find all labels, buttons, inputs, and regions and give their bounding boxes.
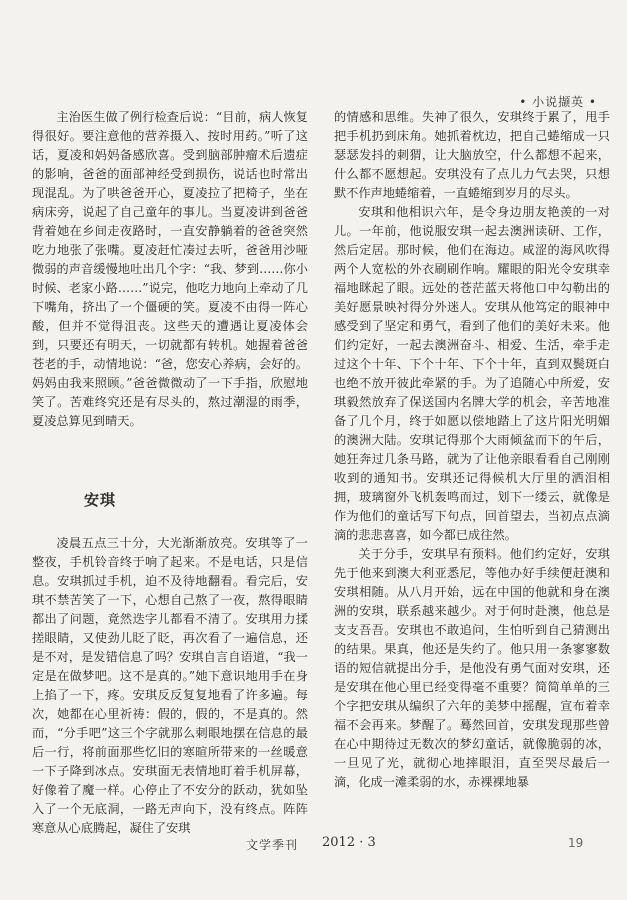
- paragraph: 关于分手，安琪早有预料。他们约定好，安琪先于他来到澳大利亚悉尼，等他办好手续便赶澳和安琪相随。从八月开始，远在中国的他就和身在澳洲的安琪，联系越来越少。对于何时赴澳，他总是支支吾吾。安琪也不敢追问，生怕听到自己猜测出的结果。果真，他还是失约了。他只用一条寥寥数语的短信就提出分手，是他没有勇气面对安琪，还是安琪在他心里已经变得毫不重要？简简单单的三个字把安琪从编织了六年的美梦中摇醒，宣布着幸福不会再来。梦醒了。蓦然回首，安琪发现那些曾在心中期待过无数次的梦幻童话，就像脆弱的冰，一旦见了光，就彻心地摔眼泪，直至哭尽最后一滴，化成一滩柔弱的水，赤裸裸地暴: [334, 547, 610, 789]
- page-footer: [0, 836, 627, 856]
- paragraph: 的情感和思维。失神了很久，安琪终于累了，甩手把手机扔到床角。她抓着枕边，把自己蜷缩成一只瑟瑟发抖的刺猬，让大脑放空，什么都想不起来，什么都不愿想起。安琪没有了点儿力气去哭，只想默不作声地蜷缩着，一直蜷缩到岁月的尽头。: [334, 110, 610, 200]
- left-column: [32, 108, 308, 838]
- column-tag: • 小说撷英 •: [519, 95, 597, 109]
- paragraph: 凌晨五点三十分，大光渐渐放亮。安琪等了一整夜，手机铃音终于响了起来。不是电话，只是信息。安琪抓过手机，迫不及待地翻看。看完后，安琪不禁苦笑了一下，心想自己熬了一夜，熬得眼睛都出了问题，竟然迭字儿都看不清了。安琪用力揉搓眼睛，又使劲儿眨了眨，再次看了一遍信息，还是不对，是发错信息了吗？安琪自言自语道，“我一定是在做梦吧。这不是真的。”她下意识地用手在身上掐了一下，疼。安琪反反复复地看了许多遍。每次，她都在心里祈祷：假的，假的，不是真的。然而，“分手吧”这三个字就那么刺眼地摆在信息的最后一行，将前面那些忆旧的寒暄所带来的一丝暖意一下子降到冰点。安琪面无表情地盯着手机屏幕，好像着了魔一样。心停止了不安分的跃动，犹如坠入了一个无底洞，一路无声向下，没有终点。阵阵寒意从心底腾起，凝住了安琪: [32, 536, 308, 835]
- section-title: 安琪: [84, 491, 117, 509]
- paragraph: 安琪和他相识六年，是令身边朋友艳羡的一对儿。一年前，他说服安琪一起去澳洲读研、工作，然后定居。那时候，他们在海边。咸涩的海风吹得两个人宽松的外衣刷刷作响。耀眼的阳光令安琪幸福地眯起了眼。远处的苍茫蓝天将他口中勾勒出的美好愿景映衬得分外迷人。安琪从他笃定的眼神中感受到了坚定和勇气，看到了他们的美好未来。他们约定好，一起去澳洲奋斗、相爱、生活，牵手走过这个十年、下个十年、下个十年，直到双鬓斑白也绝不放开彼此牵紧的手。为了追随心中所爱，安琪毅然放弃了保送国内名牌大学的机会，辛苦地准备了几个月，终于如愿以偿地踏上了这片阳光明媚的澳洲大陆。安琪记得那个大雨倾盆而下的午后，她狂奔过几条马路，就为了让他亲眼看看自己刚刚收到的通知书。安琪还记得候机大厅里的洒泪相拥，玻璃窗外飞机轰鸣而过，划下一缕云，就像是作为他们的童话写下句点，回首望去，当初点点滴滴的悲悲喜喜，如今都已成往然。: [334, 205, 610, 542]
- magazine-name: 文学季刊: [246, 838, 299, 852]
- paragraph: 主治医生做了例行检查后说：“目前，病人恢复得很好。要注意他的营养摄入、按时用药。”听了这话，夏凌和妈妈备感欣喜。受到脑部肿瘤术后遗症的影响，爸爸的面部神经受到损伤，说话也时常出现混乱。为了哄爸爸开心，夏凌拉了把椅子，坐在病床旁，说起了自己童年的事儿。当夏凌讲到爸爸背着她在乡间走夜路时，一直安静躺着的爸爸突然吃力地张了张嘴。夏凌赶忙凑过去听，爸爸用沙哑微弱的声音缓慢地吐出几个字：“我、梦到……你小时候、老家小路……”说完，他吃力地向上牵动了几下嘴角，挤出了一个僵硬的笑。夏凌不由得一阵心酸，但并不觉得沮丧。这些天的遭遇让夏凌体会到，只要还有明天，一切就都有转机。她握着爸爸苍老的手，动情地说：“爸，您安心养病，会好的。妈妈由我来照顾。”爸爸微微动了一下手指，欣慰地笑了。苦难终究还是有尽头的，熬过潮湿的雨季，夏凌总算见到晴天。: [32, 110, 308, 428]
- page-number: 19: [568, 836, 584, 850]
- right-column: [334, 108, 610, 792]
- issue-number: 2012 · 3: [322, 835, 376, 850]
